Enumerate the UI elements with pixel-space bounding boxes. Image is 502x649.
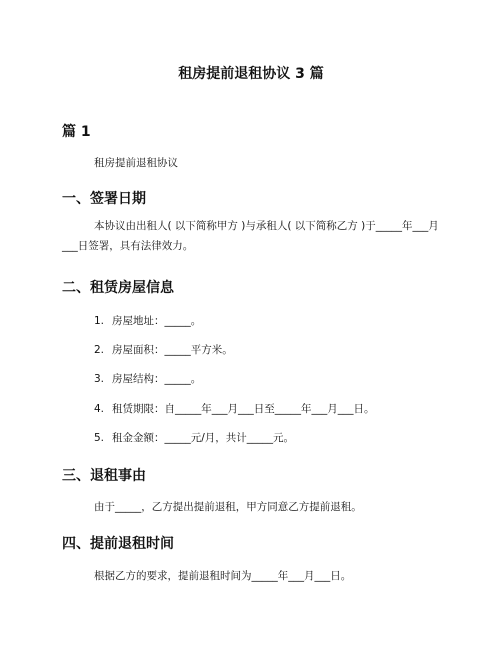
- section-heading-property-info: 二、租赁房屋信息: [62, 280, 174, 296]
- document-title: 租房提前退租协议 3 篇: [178, 66, 324, 82]
- section-heading-termination-time: 四、提前退租时间: [62, 536, 174, 552]
- section-heading-signing-date: 一、签署日期: [62, 191, 146, 207]
- list-item: [94, 342, 233, 358]
- agreement-subtitle: 租房提前退租协议: [94, 157, 178, 169]
- list-item-text: 房屋地址：_____。: [112, 315, 202, 327]
- section-paragraph-termination-time: 根据乙方的要求，提前退租时间为_____年___月___日。: [94, 570, 352, 582]
- part-label: 篇 1: [62, 124, 91, 140]
- list-item-text: 租金金额：_____元/月，共计_____元。: [112, 432, 295, 444]
- section-paragraph-termination-reason: 由于_____，乙方提出提前退租，甲方同意乙方提前退租。: [94, 501, 362, 513]
- section-heading-termination-reason: 三、退租事由: [62, 468, 146, 484]
- list-item-number: 1.: [94, 315, 105, 327]
- list-item: [94, 371, 201, 387]
- list-item-number: 4.: [94, 403, 105, 415]
- list-item-text: 房屋面积：_____平方米。: [112, 344, 233, 356]
- list-item-number: 5.: [94, 432, 105, 444]
- list-item-number: 3.: [94, 373, 105, 385]
- list-item-text: 房屋结构：_____。: [112, 373, 202, 385]
- list-item-number: 2.: [94, 344, 105, 356]
- section-paragraph-signing-date: 本协议由出租人( 以下简称甲方 )与承租人( 以下简称乙方 )于_____年___月___日签署，具有法律效力。: [62, 220, 439, 252]
- list-item: [94, 401, 375, 417]
- list-item: [94, 430, 294, 446]
- list-item-text: 租赁期限：自_____年___月___日至_____年___月___日。: [112, 403, 375, 415]
- list-item: [94, 313, 201, 329]
